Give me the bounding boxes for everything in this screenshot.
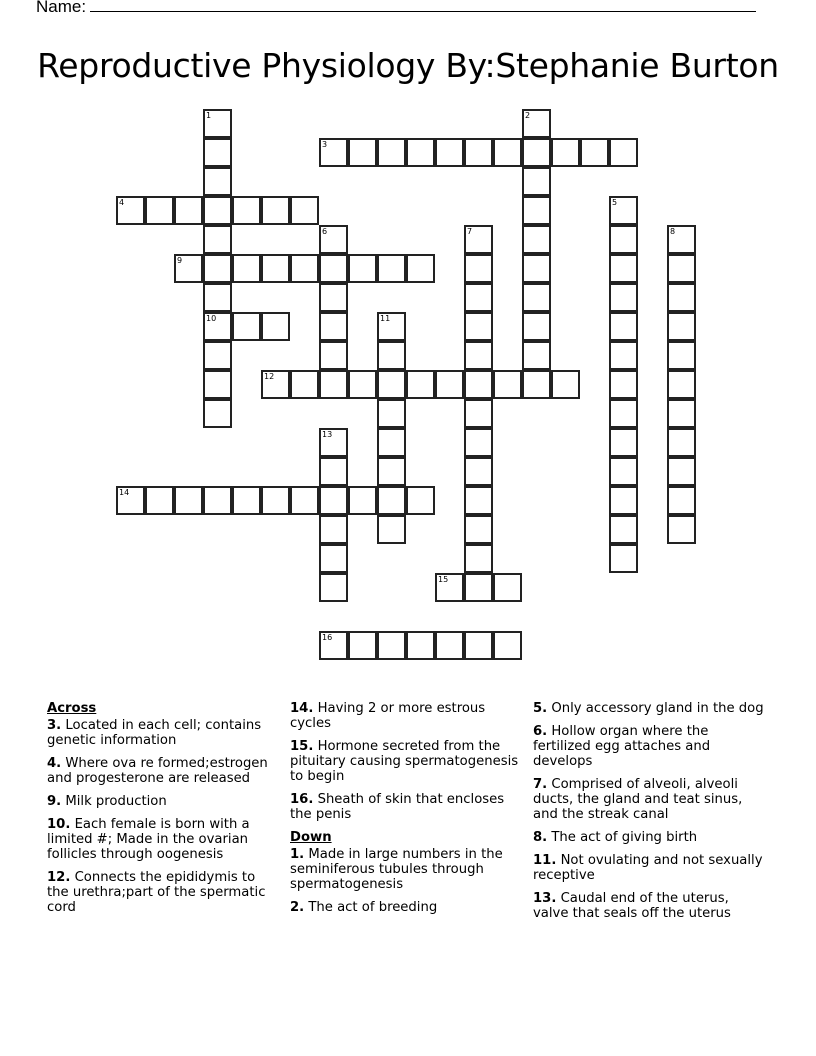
grid-cell[interactable] (667, 486, 696, 515)
grid-cell[interactable] (377, 341, 406, 370)
grid-cell[interactable] (145, 196, 174, 225)
grid-cell[interactable] (203, 486, 232, 515)
grid-cell-15[interactable] (435, 573, 464, 602)
grid-cell[interactable] (435, 138, 464, 167)
grid-cell-3[interactable] (319, 138, 348, 167)
grid-cell[interactable] (377, 138, 406, 167)
grid-cell[interactable] (551, 370, 580, 399)
grid-cell[interactable] (406, 486, 435, 515)
grid-cell[interactable] (609, 399, 638, 428)
name-blank-line[interactable] (90, 0, 756, 12)
grid-cell[interactable] (319, 283, 348, 312)
grid-cell[interactable] (667, 515, 696, 544)
grid-cell[interactable] (203, 254, 232, 283)
grid-cell[interactable] (609, 544, 638, 573)
grid-cell[interactable] (377, 428, 406, 457)
page-title: Reproductive Physiology By:Stephanie Burton (37, 46, 779, 85)
grid-cell[interactable] (319, 457, 348, 486)
down-heading: Down (290, 830, 332, 845)
grid-cell[interactable] (406, 370, 435, 399)
grid-cell[interactable] (435, 631, 464, 660)
grid-cell[interactable] (464, 428, 493, 457)
grid-cell[interactable] (464, 457, 493, 486)
grid-cell[interactable] (464, 312, 493, 341)
grid-cell[interactable] (377, 486, 406, 515)
grid-cell[interactable] (319, 486, 348, 515)
grid-cell[interactable] (203, 138, 232, 167)
clues-column-3 (533, 701, 765, 929)
clue-number: 16 (322, 633, 333, 642)
grid-cell-8[interactable] (667, 225, 696, 254)
grid-cell[interactable] (377, 631, 406, 660)
grid-cell[interactable] (609, 283, 638, 312)
grid-cell[interactable] (493, 631, 522, 660)
grid-cell-14[interactable] (116, 486, 145, 515)
grid-cell-1[interactable] (203, 109, 232, 138)
grid-cell-4[interactable] (116, 196, 145, 225)
grid-cell[interactable] (203, 283, 232, 312)
grid-cell[interactable] (522, 167, 551, 196)
clue-down-11: 11. Not ovulating and not sexually receptive (533, 853, 763, 883)
clue-across-15: 15. Hormone secreted from the pituitary causing spermatogenesis to begin (290, 739, 519, 784)
clue-down-6: 6. Hollow organ where the fertilized egg attaches and develops (533, 724, 711, 769)
grid-cell-12[interactable] (261, 370, 290, 399)
grid-cell[interactable] (145, 486, 174, 515)
grid-cell-2[interactable] (522, 109, 551, 138)
clue-number: 12 (264, 372, 275, 381)
grid-cell-6[interactable] (319, 225, 348, 254)
grid-cell[interactable] (464, 254, 493, 283)
grid-cell[interactable] (203, 399, 232, 428)
clue-number: 3 (322, 140, 328, 149)
clue-number: 13 (322, 430, 333, 439)
grid-cell[interactable] (551, 138, 580, 167)
grid-cell[interactable] (464, 283, 493, 312)
grid-cell[interactable] (464, 486, 493, 515)
grid-cell[interactable] (609, 428, 638, 457)
grid-cell[interactable] (261, 196, 290, 225)
grid-cell[interactable] (522, 196, 551, 225)
grid-cell[interactable] (377, 457, 406, 486)
grid-cell[interactable] (406, 254, 435, 283)
clue-down-8: 8. The act of giving birth (533, 830, 698, 845)
clue-number: 1 (206, 111, 212, 120)
clue-across-3: 3. Located in each cell; contains genetic information (47, 718, 262, 748)
clue-number: 5 (612, 198, 618, 207)
grid-cell[interactable] (290, 486, 319, 515)
clue-number: 9 (177, 256, 183, 265)
grid-cell[interactable] (319, 254, 348, 283)
clue-down-1: 1. Made in large numbers in the seminiferous tubules through spermatogenesis (290, 847, 503, 892)
grid-cell[interactable] (377, 515, 406, 544)
grid-cell[interactable] (667, 370, 696, 399)
grid-cell[interactable] (493, 573, 522, 602)
grid-cell[interactable] (203, 370, 232, 399)
grid-cell[interactable] (667, 283, 696, 312)
grid-cell[interactable] (667, 457, 696, 486)
grid-cell-10[interactable] (203, 312, 232, 341)
grid-cell[interactable] (348, 370, 377, 399)
grid-cell[interactable] (667, 399, 696, 428)
clue-across-14: 14. Having 2 or more estrous cycles (290, 701, 486, 731)
clues-column-1 (47, 701, 279, 923)
grid-cell[interactable] (493, 138, 522, 167)
grid-cell[interactable] (232, 196, 261, 225)
grid-cell[interactable] (522, 138, 551, 167)
grid-cell-16[interactable] (319, 631, 348, 660)
grid-cell[interactable] (609, 486, 638, 515)
grid-cell[interactable] (609, 341, 638, 370)
grid-cell[interactable] (319, 370, 348, 399)
clue-number: 2 (525, 111, 531, 120)
grid-cell[interactable] (464, 515, 493, 544)
grid-cell[interactable] (290, 370, 319, 399)
grid-cell[interactable] (493, 370, 522, 399)
grid-cell[interactable] (667, 312, 696, 341)
clue-down-13: 13. Caudal end of the uterus, valve that seals off the uterus (533, 891, 731, 921)
grid-cell[interactable] (609, 370, 638, 399)
grid-cell[interactable] (348, 486, 377, 515)
grid-cell[interactable] (406, 138, 435, 167)
grid-cell[interactable] (348, 138, 377, 167)
grid-cell[interactable] (203, 225, 232, 254)
grid-cell-7[interactable] (464, 225, 493, 254)
grid-cell[interactable] (319, 515, 348, 544)
clues-column-2 (290, 701, 522, 923)
clue-number: 15 (438, 575, 449, 584)
grid-cell[interactable] (232, 486, 261, 515)
clue-across-9: 9. Milk production (47, 794, 167, 809)
grid-cell[interactable] (203, 341, 232, 370)
grid-cell[interactable] (319, 544, 348, 573)
grid-cell[interactable] (232, 312, 261, 341)
grid-cell[interactable] (522, 254, 551, 283)
clue-down-7: 7. Comprised of alveoli, alveoli ducts, the gland and teat sinus, and the streak canal (533, 777, 743, 822)
name-label: Name: (36, 0, 87, 16)
grid-cell[interactable] (435, 370, 464, 399)
grid-cell[interactable] (522, 225, 551, 254)
grid-cell[interactable] (464, 399, 493, 428)
grid-cell[interactable] (174, 486, 203, 515)
across-heading: Across (47, 701, 97, 716)
clue-number: 8 (670, 227, 676, 236)
clue-number: 11 (380, 314, 391, 323)
grid-cell[interactable] (667, 428, 696, 457)
clue-across-4: 4. Where ova re formed;estrogen and progesterone are released (47, 756, 268, 786)
grid-cell[interactable] (464, 370, 493, 399)
grid-cell[interactable] (261, 486, 290, 515)
clue-number: 6 (322, 227, 328, 236)
grid-cell[interactable] (609, 515, 638, 544)
grid-cell[interactable] (348, 631, 377, 660)
grid-cell[interactable] (290, 196, 319, 225)
grid-cell[interactable] (464, 138, 493, 167)
grid-cell[interactable] (609, 138, 638, 167)
grid-cell[interactable] (522, 283, 551, 312)
grid-cell[interactable] (464, 573, 493, 602)
clue-across-16: 16. Sheath of skin that encloses the penis (290, 792, 505, 822)
clue-down-2: 2. The act of breeding (290, 900, 438, 915)
grid-cell[interactable] (174, 196, 203, 225)
grid-cell[interactable] (522, 341, 551, 370)
grid-cell[interactable] (377, 370, 406, 399)
grid-cell[interactable] (464, 631, 493, 660)
clue-number: 14 (119, 488, 130, 497)
grid-cell[interactable] (319, 573, 348, 602)
grid-cell-13[interactable] (319, 428, 348, 457)
grid-cell[interactable] (319, 312, 348, 341)
clue-across-12: 12. Connects the epididymis to the urethra;part of the spermatic cord (47, 870, 266, 915)
grid-cell[interactable] (522, 370, 551, 399)
name-field[interactable] (36, 0, 756, 17)
grid-cell[interactable] (609, 254, 638, 283)
grid-cell[interactable] (609, 312, 638, 341)
grid-cell[interactable] (232, 254, 261, 283)
grid-cell[interactable] (203, 167, 232, 196)
clue-across-10: 10. Each female is born with a limited #; Made in the ovarian follicles through oogenesis (47, 817, 250, 862)
clue-number: 7 (467, 227, 473, 236)
grid-cell[interactable] (406, 631, 435, 660)
grid-cell[interactable] (290, 254, 319, 283)
grid-cell-11[interactable] (377, 312, 406, 341)
grid-cell-5[interactable] (609, 196, 638, 225)
grid-cell[interactable] (609, 225, 638, 254)
grid-cell-9[interactable] (174, 254, 203, 283)
grid-cell[interactable] (609, 457, 638, 486)
clue-number: 10 (206, 314, 217, 323)
clue-down-5: 5. Only accessory gland in the dog (533, 701, 764, 716)
grid-cell[interactable] (464, 341, 493, 370)
clue-number: 4 (119, 198, 125, 207)
grid-cell[interactable] (464, 544, 493, 573)
grid-cell[interactable] (261, 312, 290, 341)
grid-cell[interactable] (203, 196, 232, 225)
grid-cell[interactable] (377, 399, 406, 428)
grid-cell[interactable] (377, 254, 406, 283)
grid-cell[interactable] (522, 312, 551, 341)
grid-cell[interactable] (319, 341, 348, 370)
grid-cell[interactable] (580, 138, 609, 167)
grid-cell[interactable] (348, 254, 377, 283)
grid-cell[interactable] (667, 341, 696, 370)
grid-cell[interactable] (261, 254, 290, 283)
grid-cell[interactable] (667, 254, 696, 283)
